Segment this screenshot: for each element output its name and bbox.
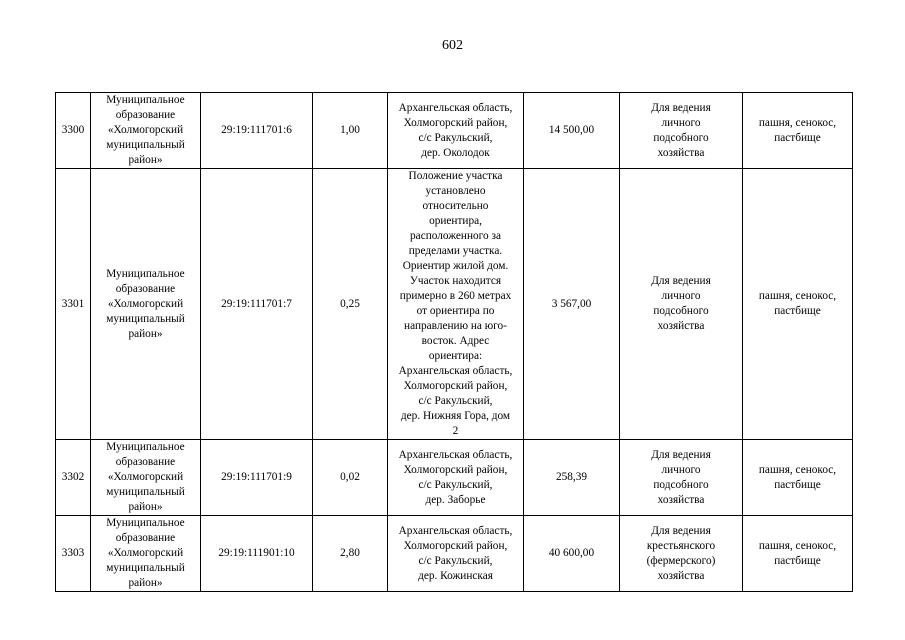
land-type-cell: пашня, сенокос, пастбище: [743, 169, 853, 440]
location-cell: Архангельская область, Холмогорский район, с/с Ракульский, дер. Околодок: [388, 93, 524, 169]
cadastral-number-cell: 29:19:111701:9: [201, 440, 313, 516]
page-number: 602: [442, 38, 463, 53]
owner-cell: Муниципальное образование «Холмогорский муниципальный район»: [91, 93, 201, 169]
table-row: [56, 516, 853, 592]
location-cell: Положение участка установлено относительно ориентира, расположенного за пределами участка. Ориентир жилой дом. Участок находится примерно в 260 метрах от ориентира по направлению на юго- восток. Адрес ориентира: Архангельская область, Холмогорский район, с/с Ракульский, дер. Нижняя Гора, дом 2: [388, 169, 524, 440]
location-cell: Архангельская область, Холмогорский район, с/с Ракульский, дер. Кожинская: [388, 516, 524, 592]
table-row: [56, 440, 853, 516]
land-type-cell: пашня, сенокос, пастбище: [743, 440, 853, 516]
value-cell: 258,39: [524, 440, 620, 516]
permitted-use-cell: Для ведения личного подсобного хозяйства: [620, 440, 743, 516]
land-registry-table: [55, 92, 853, 592]
owner-cell: Муниципальное образование «Холмогорский муниципальный район»: [91, 516, 201, 592]
permitted-use-cell: Для ведения личного подсобного хозяйства: [620, 93, 743, 169]
cadastral-number-cell: 29:19:111901:10: [201, 516, 313, 592]
row-number-cell: 3302: [56, 440, 91, 516]
permitted-use-cell: Для ведения крестьянского (фермерского) хозяйства: [620, 516, 743, 592]
location-cell: Архангельская область, Холмогорский район, с/с Ракульский, дер. Заборье: [388, 440, 524, 516]
owner-cell: Муниципальное образование «Холмогорский муниципальный район»: [91, 169, 201, 440]
row-number-cell: 3300: [56, 93, 91, 169]
area-cell: 2,80: [313, 516, 388, 592]
land-type-cell: пашня, сенокос, пастбище: [743, 93, 853, 169]
area-cell: 1,00: [313, 93, 388, 169]
permitted-use-cell: Для ведения личного подсобного хозяйства: [620, 169, 743, 440]
area-cell: 0,02: [313, 440, 388, 516]
value-cell: 14 500,00: [524, 93, 620, 169]
row-number-cell: 3301: [56, 169, 91, 440]
cadastral-number-cell: 29:19:111701:6: [201, 93, 313, 169]
value-cell: 40 600,00: [524, 516, 620, 592]
row-number-cell: 3303: [56, 516, 91, 592]
area-cell: 0,25: [313, 169, 388, 440]
cadastral-number-cell: 29:19:111701:7: [201, 169, 313, 440]
owner-cell: Муниципальное образование «Холмогорский муниципальный район»: [91, 440, 201, 516]
table-row: [56, 93, 853, 169]
land-type-cell: пашня, сенокос, пастбище: [743, 516, 853, 592]
table-row: [56, 169, 853, 440]
value-cell: 3 567,00: [524, 169, 620, 440]
